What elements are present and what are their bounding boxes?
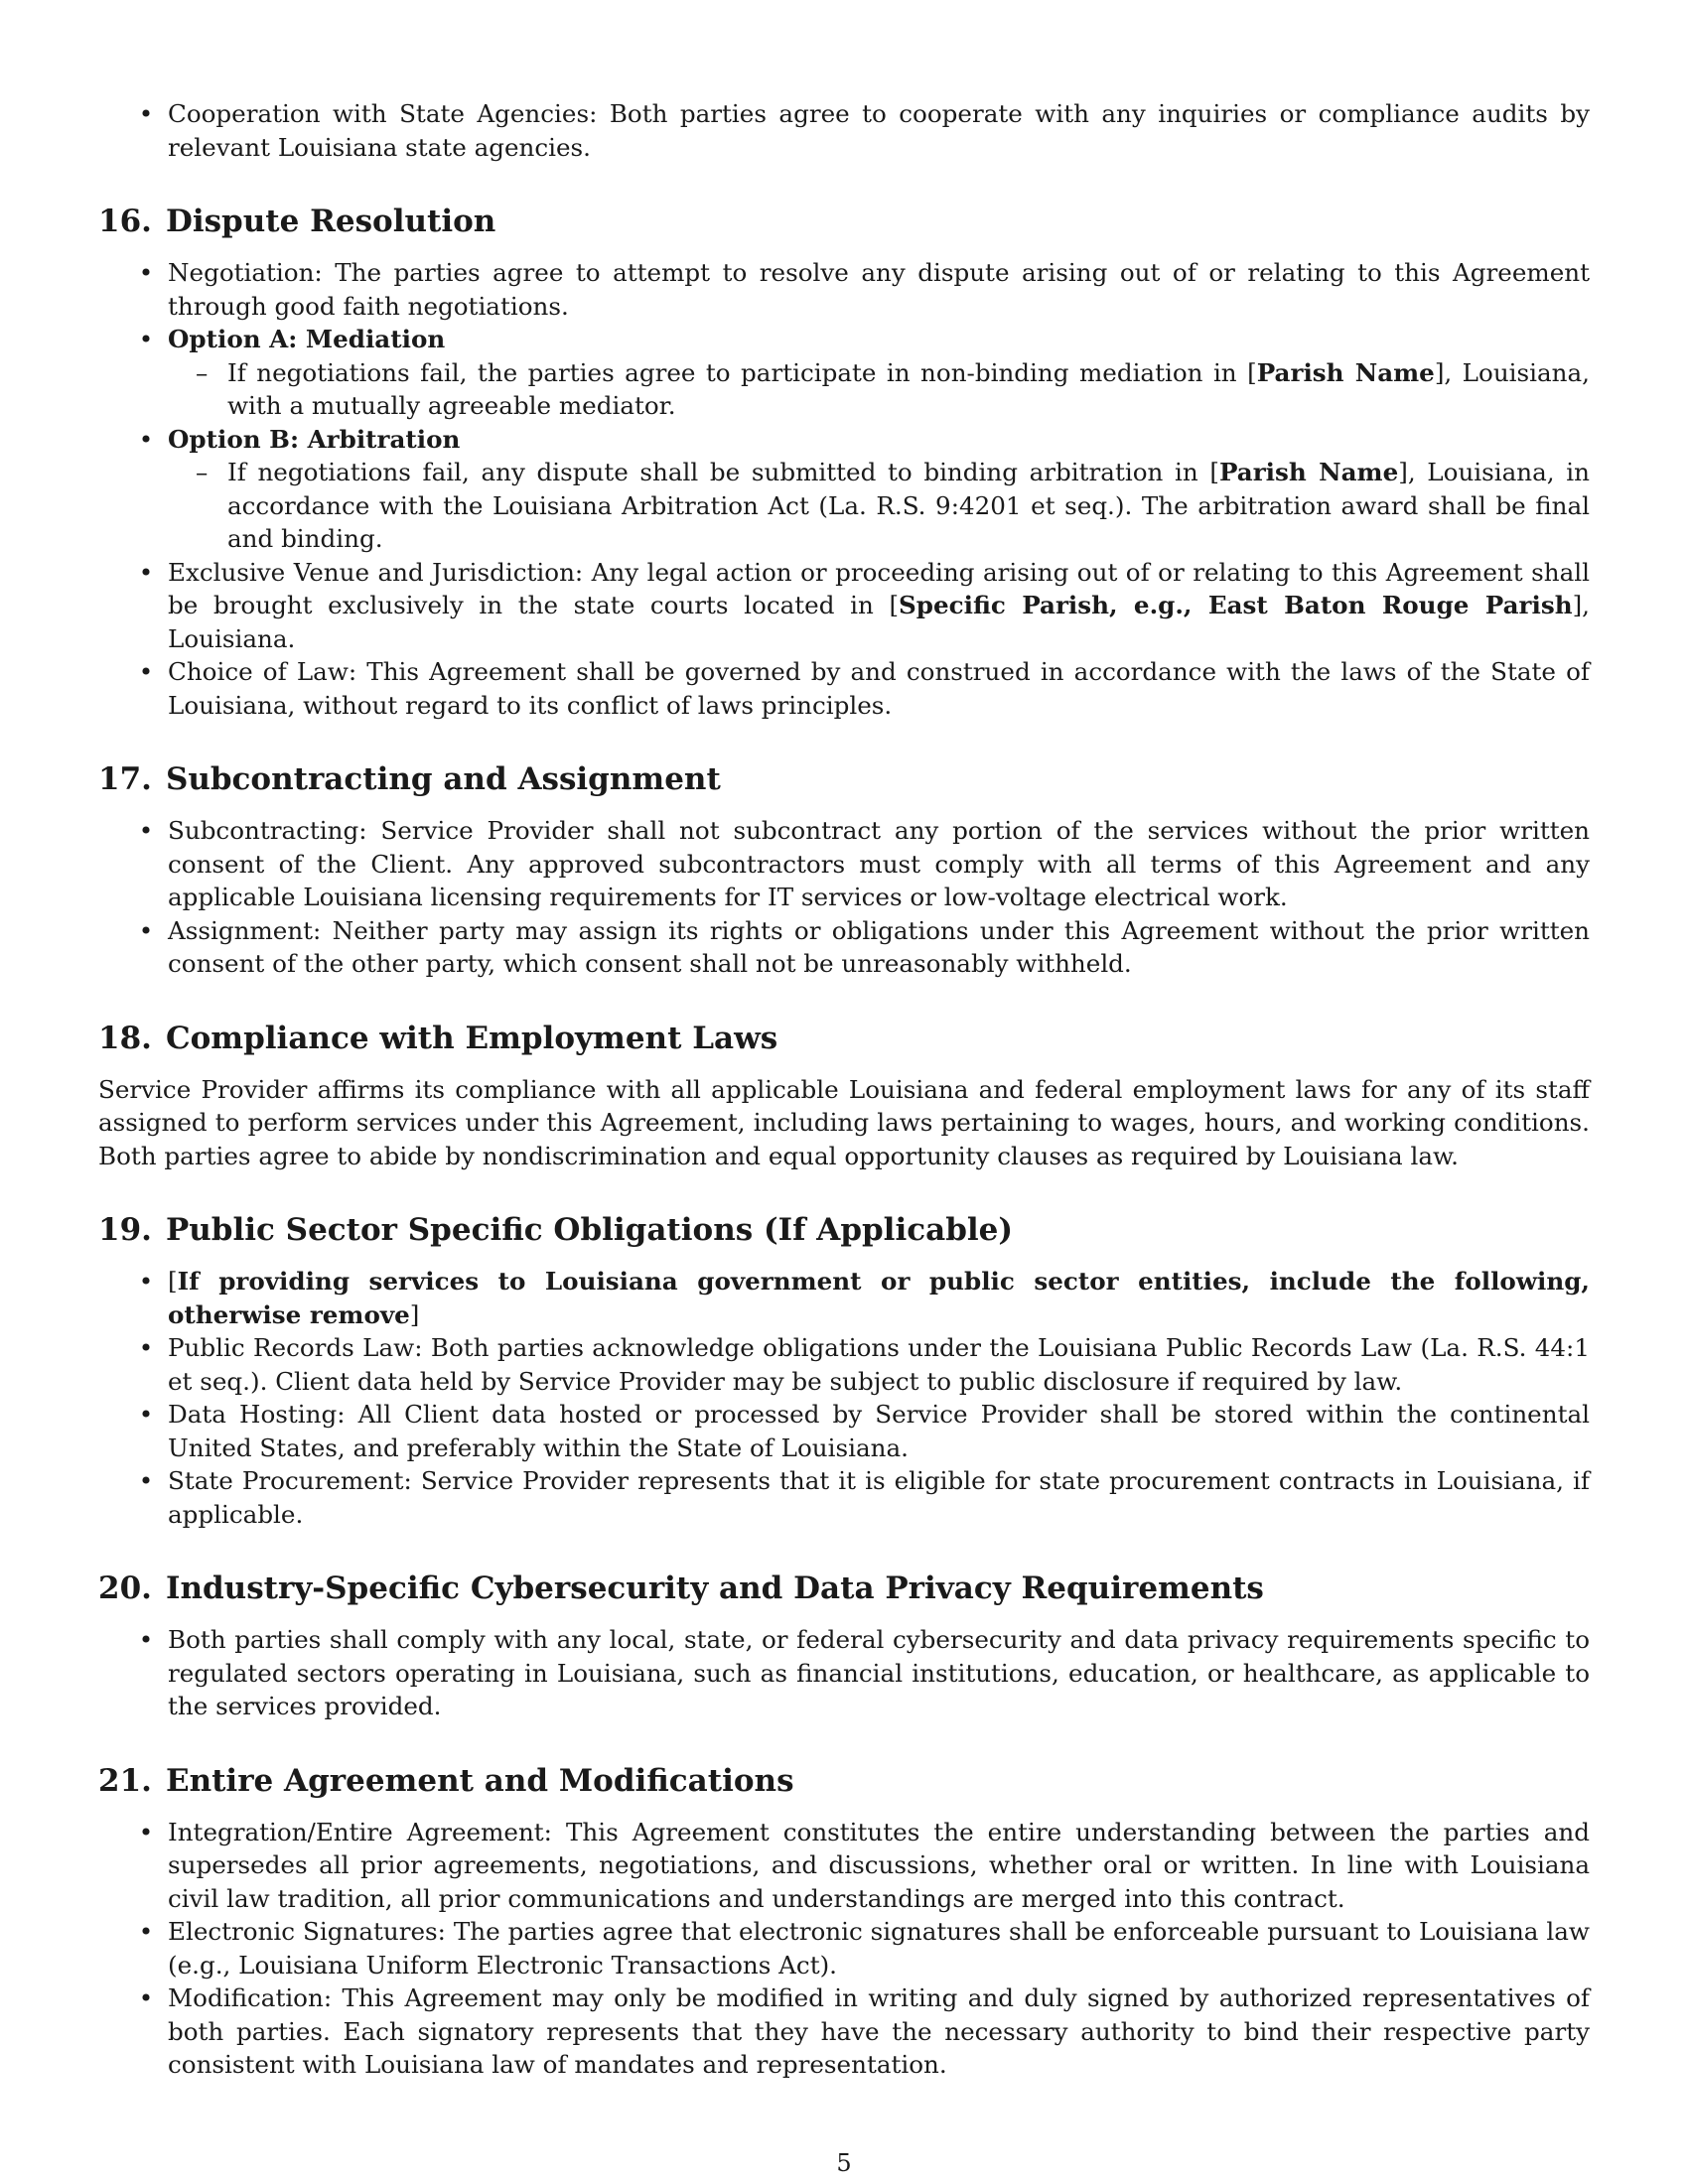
- section-21: [98, 1761, 1590, 2082]
- list-item: • Cooperation with State Agencies: Both parties agree to cooperate with any inquiries or compliance audits by relevant Louisiana state agencies.: [138, 99, 1590, 162]
- list-item-instruction: • [If providing services to Louisiana government or public sector entities, include the following, otherwise remove]: [138, 1267, 1590, 1329]
- document-page: [98, 97, 1590, 2119]
- section-18: [98, 1019, 1590, 1173]
- list-item: • Subcontracting: Service Provider shall not subcontract any portion of the services without the prior written consent of the Client. Any approved subcontractors must comply with all terms of this Agreement and any applicable Louisiana licensing requirements for IT services or low-voltage electrical work.: [138, 816, 1590, 911]
- list-item: • Assignment: Neither party may assign its rights or obligations under this Agreement without the prior written consent of the other party, which consent shall not be unreasonably withheld.: [138, 915, 1590, 978]
- section-heading: 20. Industry-Specific Cybersecurity and Data Privacy Requirements: [98, 1570, 1264, 1606]
- section-17: [98, 759, 1590, 981]
- section-heading: 17. Subcontracting and Assignment: [98, 761, 721, 797]
- list-item: • Negotiation: The parties agree to attempt to resolve any dispute arising out of or relating to this Agreement through good faith negotiations.: [138, 258, 1590, 321]
- section-heading: 18. Compliance with Employment Laws: [98, 1020, 778, 1056]
- section-20: [98, 1569, 1590, 1723]
- section-19: [98, 1210, 1590, 1531]
- list-item: • Public Records Law: Both parties acknowledge obligations under the Louisiana Public Records Law (La. R.S. 44:1 et seq.). Client data held by Service Provider may be subject to public disclosure if required by law.: [138, 1333, 1590, 1396]
- section-heading: 16. Dispute Resolution: [98, 204, 496, 239]
- list-item-option-a: • Option A: Mediation – If negotiations fail, the parties agree to participate in non-binding mediation in [Parish Name], Louisiana, with a mutually agreeable mediator.: [98, 323, 1590, 423]
- list-item-option-b: • Option B: Arbitration – If negotiations fail, any dispute shall be submitted to binding arbitration in [Parish Name], Louisiana, in accordance with the Louisiana Arbitration Act (La. R.S. 9:4201 et seq.). The arbitration award shall be final and binding.: [98, 423, 1590, 556]
- list-item: • Integration/Entire Agreement: This Agreement constitutes the entire understanding between the parties and supersedes all prior agreements, negotiations, and discussions, whether oral or written. In line with Louisiana civil law tradition, all prior communications and understandings are merged into this contract.: [138, 1817, 1590, 1913]
- section-15-continuation: [98, 97, 1590, 164]
- list-item: • Both parties shall comply with any local, state, or federal cybersecurity and data privacy requirements specific to regulated sectors operating in Louisiana, such as financial institutions, education, or healthcare, as applicable to the services provided.: [138, 1625, 1590, 1720]
- section-heading: 21. Entire Agreement and Modifications: [98, 1762, 794, 1799]
- sub-list-item: – If negotiations fail, the parties agree to participate in non-binding mediation in [Parish Name], Louisiana, with a mutually agreeable mediator.: [196, 357, 1590, 420]
- section-16: [98, 202, 1590, 722]
- list-item: • Modification: This Agreement may only be modified in writing and duly signed by authorized representatives of both parties. Each signatory represents that they have the necessary authority to bind their respective party consistent with Louisiana law of mandates and representation.: [138, 1983, 1590, 2079]
- section-heading: 19. Public Sector Specific Obligations (If Applicable): [98, 1212, 1014, 1248]
- paragraph: Service Provider affirms its compliance with all applicable Louisiana and federal employment laws for any of its staff assigned to perform services under this Agreement, including laws pertaining to wages, hours, and working conditions. Both parties agree to abide by nondiscrimination and equal opportunity clauses as required by Louisiana law.: [98, 1074, 1590, 1170]
- list-item: • Data Hosting: All Client data hosted or processed by Service Provider shall be stored within the continental United States, and preferably within the State of Louisiana.: [138, 1400, 1590, 1462]
- list-item: • Electronic Signatures: The parties agree that electronic signatures shall be enforceable pursuant to Louisiana law (e.g., Louisiana Uniform Electronic Transactions Act).: [138, 1917, 1590, 1979]
- list-item: • Choice of Law: This Agreement shall be governed by and construed in accordance with the laws of the State of Louisiana, without regard to its conflict of laws principles.: [138, 657, 1590, 720]
- list-item: • Exclusive Venue and Jurisdiction: Any legal action or proceeding arising out of or relating to this Agreement shall be brought exclusively in the state courts located in [Specific Parish, e.g., East Baton Rouge Parish], Louisiana.: [138, 557, 1590, 653]
- sub-list-item: – If negotiations fail, any dispute shall be submitted to binding arbitration in [Parish Name], Louisiana, in accordance with the Louisiana Arbitration Act (La. R.S. 9:4201 et seq.). The arbitration award shall be final and binding.: [196, 458, 1590, 553]
- list-item: • State Procurement: Service Provider represents that it is eligible for state procurement contracts in Louisiana, if applicable.: [138, 1466, 1590, 1529]
- page-number: 5: [836, 2149, 852, 2177]
